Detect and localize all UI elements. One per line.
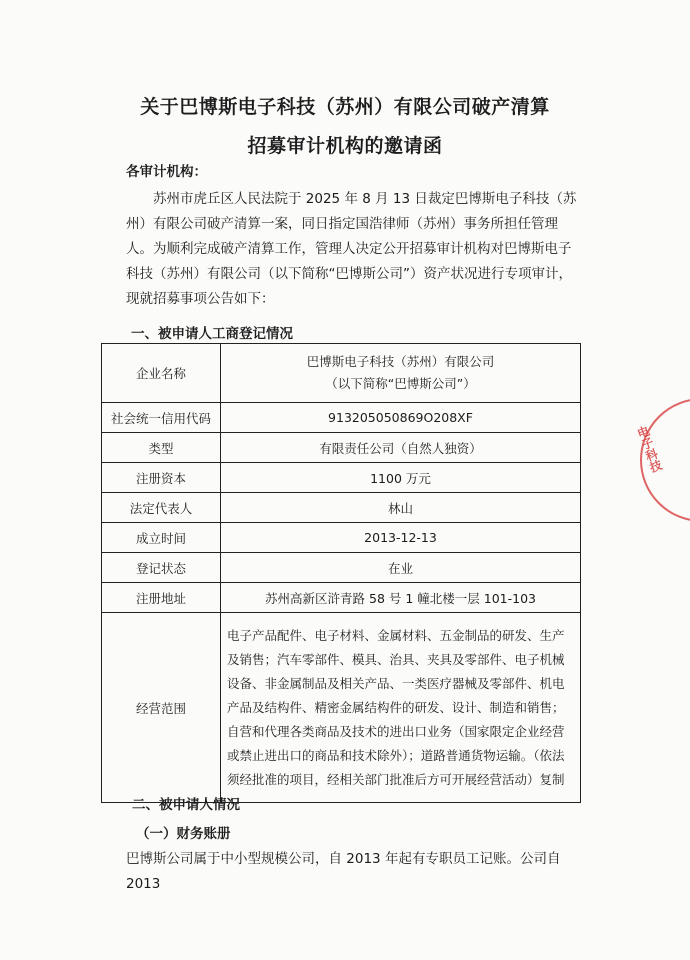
paragraph-accounts: 巴博斯公司属于中小型规模公司，自 2013 年起有专职员工记账。公司自 2013 xyxy=(126,851,561,892)
status-label: 登记状态 xyxy=(102,553,221,583)
capital-value: 1100 万元 xyxy=(221,463,581,493)
legal-rep-value: 林山 xyxy=(221,493,581,523)
table-row xyxy=(102,493,581,523)
company-name-label: 企业名称 xyxy=(102,344,221,403)
addressee: 各审计机构： xyxy=(126,164,207,180)
credit-code-label: 社会统一信用代码 xyxy=(102,403,221,433)
paragraph-purpose: 为顺利完成破产清算工作，管理人决定公开招募审计机构对巴博斯电子科技（苏州）有限公司（以下简称“巴博斯公司”）资产状况进行专项审计，现就招募事项公告如下： xyxy=(126,241,572,307)
scope-value: 电子产品配件、电子材料、金属材料、五金制品的研发、生产及销售；汽车零部件、模具、治具、夹具及零部件、电子机械设备、非金属制品及相关产品、一类医疗器械及零部件、机电产品及结构件、精密金属结构件的研发、设计、制造和销售；自营和代理各类商品及技术的进出口业务（国家限定企业经营或禁止进出口的商品和技术除外）；道路普通货物运输。（依法须经批准的项目，经相关部门批准后方可开展经营活动）复制 xyxy=(221,613,581,803)
table-row xyxy=(102,463,581,493)
subsection-heading-accounts: （一）财务账册 xyxy=(136,826,231,842)
table-row xyxy=(102,403,581,433)
type-label: 类型 xyxy=(102,433,221,463)
founded-label: 成立时间 xyxy=(102,523,221,553)
table-row xyxy=(102,553,581,583)
legal-rep-label: 法定代表人 xyxy=(102,493,221,523)
address-value: 苏州高新区浒青路 58 号 1 幢北楼一层 101-103 xyxy=(221,583,581,613)
document-title-line2: 招募审计机构的邀请函 xyxy=(247,135,443,157)
scope-label: 经营范围 xyxy=(102,613,221,803)
address-label: 注册地址 xyxy=(102,583,221,613)
company-name-value: 巴博斯电子科技（苏州）有限公司 xyxy=(306,354,495,369)
table-row xyxy=(102,583,581,613)
section-heading-registration: 一、被申请人工商登记情况 xyxy=(131,326,293,342)
founded-value: 2013-12-13 xyxy=(221,523,581,553)
credit-code-value: 913205050869O208XF xyxy=(221,403,581,433)
table-row xyxy=(102,613,581,803)
type-value: 有限责任公司（自然人独资） xyxy=(221,433,581,463)
company-short-name: （以下简称“巴博斯公司”） xyxy=(325,376,476,391)
table-row xyxy=(102,523,581,553)
table-row xyxy=(102,344,581,403)
table-row xyxy=(102,433,581,463)
registration-table xyxy=(101,343,581,803)
section-heading-applicant: 二、被申请人情况 xyxy=(132,797,240,813)
document-title-line1: 关于巴博斯电子科技（苏州）有限公司破产清算 xyxy=(140,96,550,118)
company-seal-text: 电子科技 xyxy=(634,424,664,475)
paragraph-court-ruling: 苏州市虎丘区人民法院于 2025 年 8 月 13 日裁定巴博斯电子科技（苏州）有限公司破产清算一案，同日指定国浩律师（苏州）事务所担任管理人。 xyxy=(126,191,577,257)
company-name-cell xyxy=(221,344,581,403)
status-value: 在业 xyxy=(221,553,581,583)
capital-label: 注册资本 xyxy=(102,463,221,493)
